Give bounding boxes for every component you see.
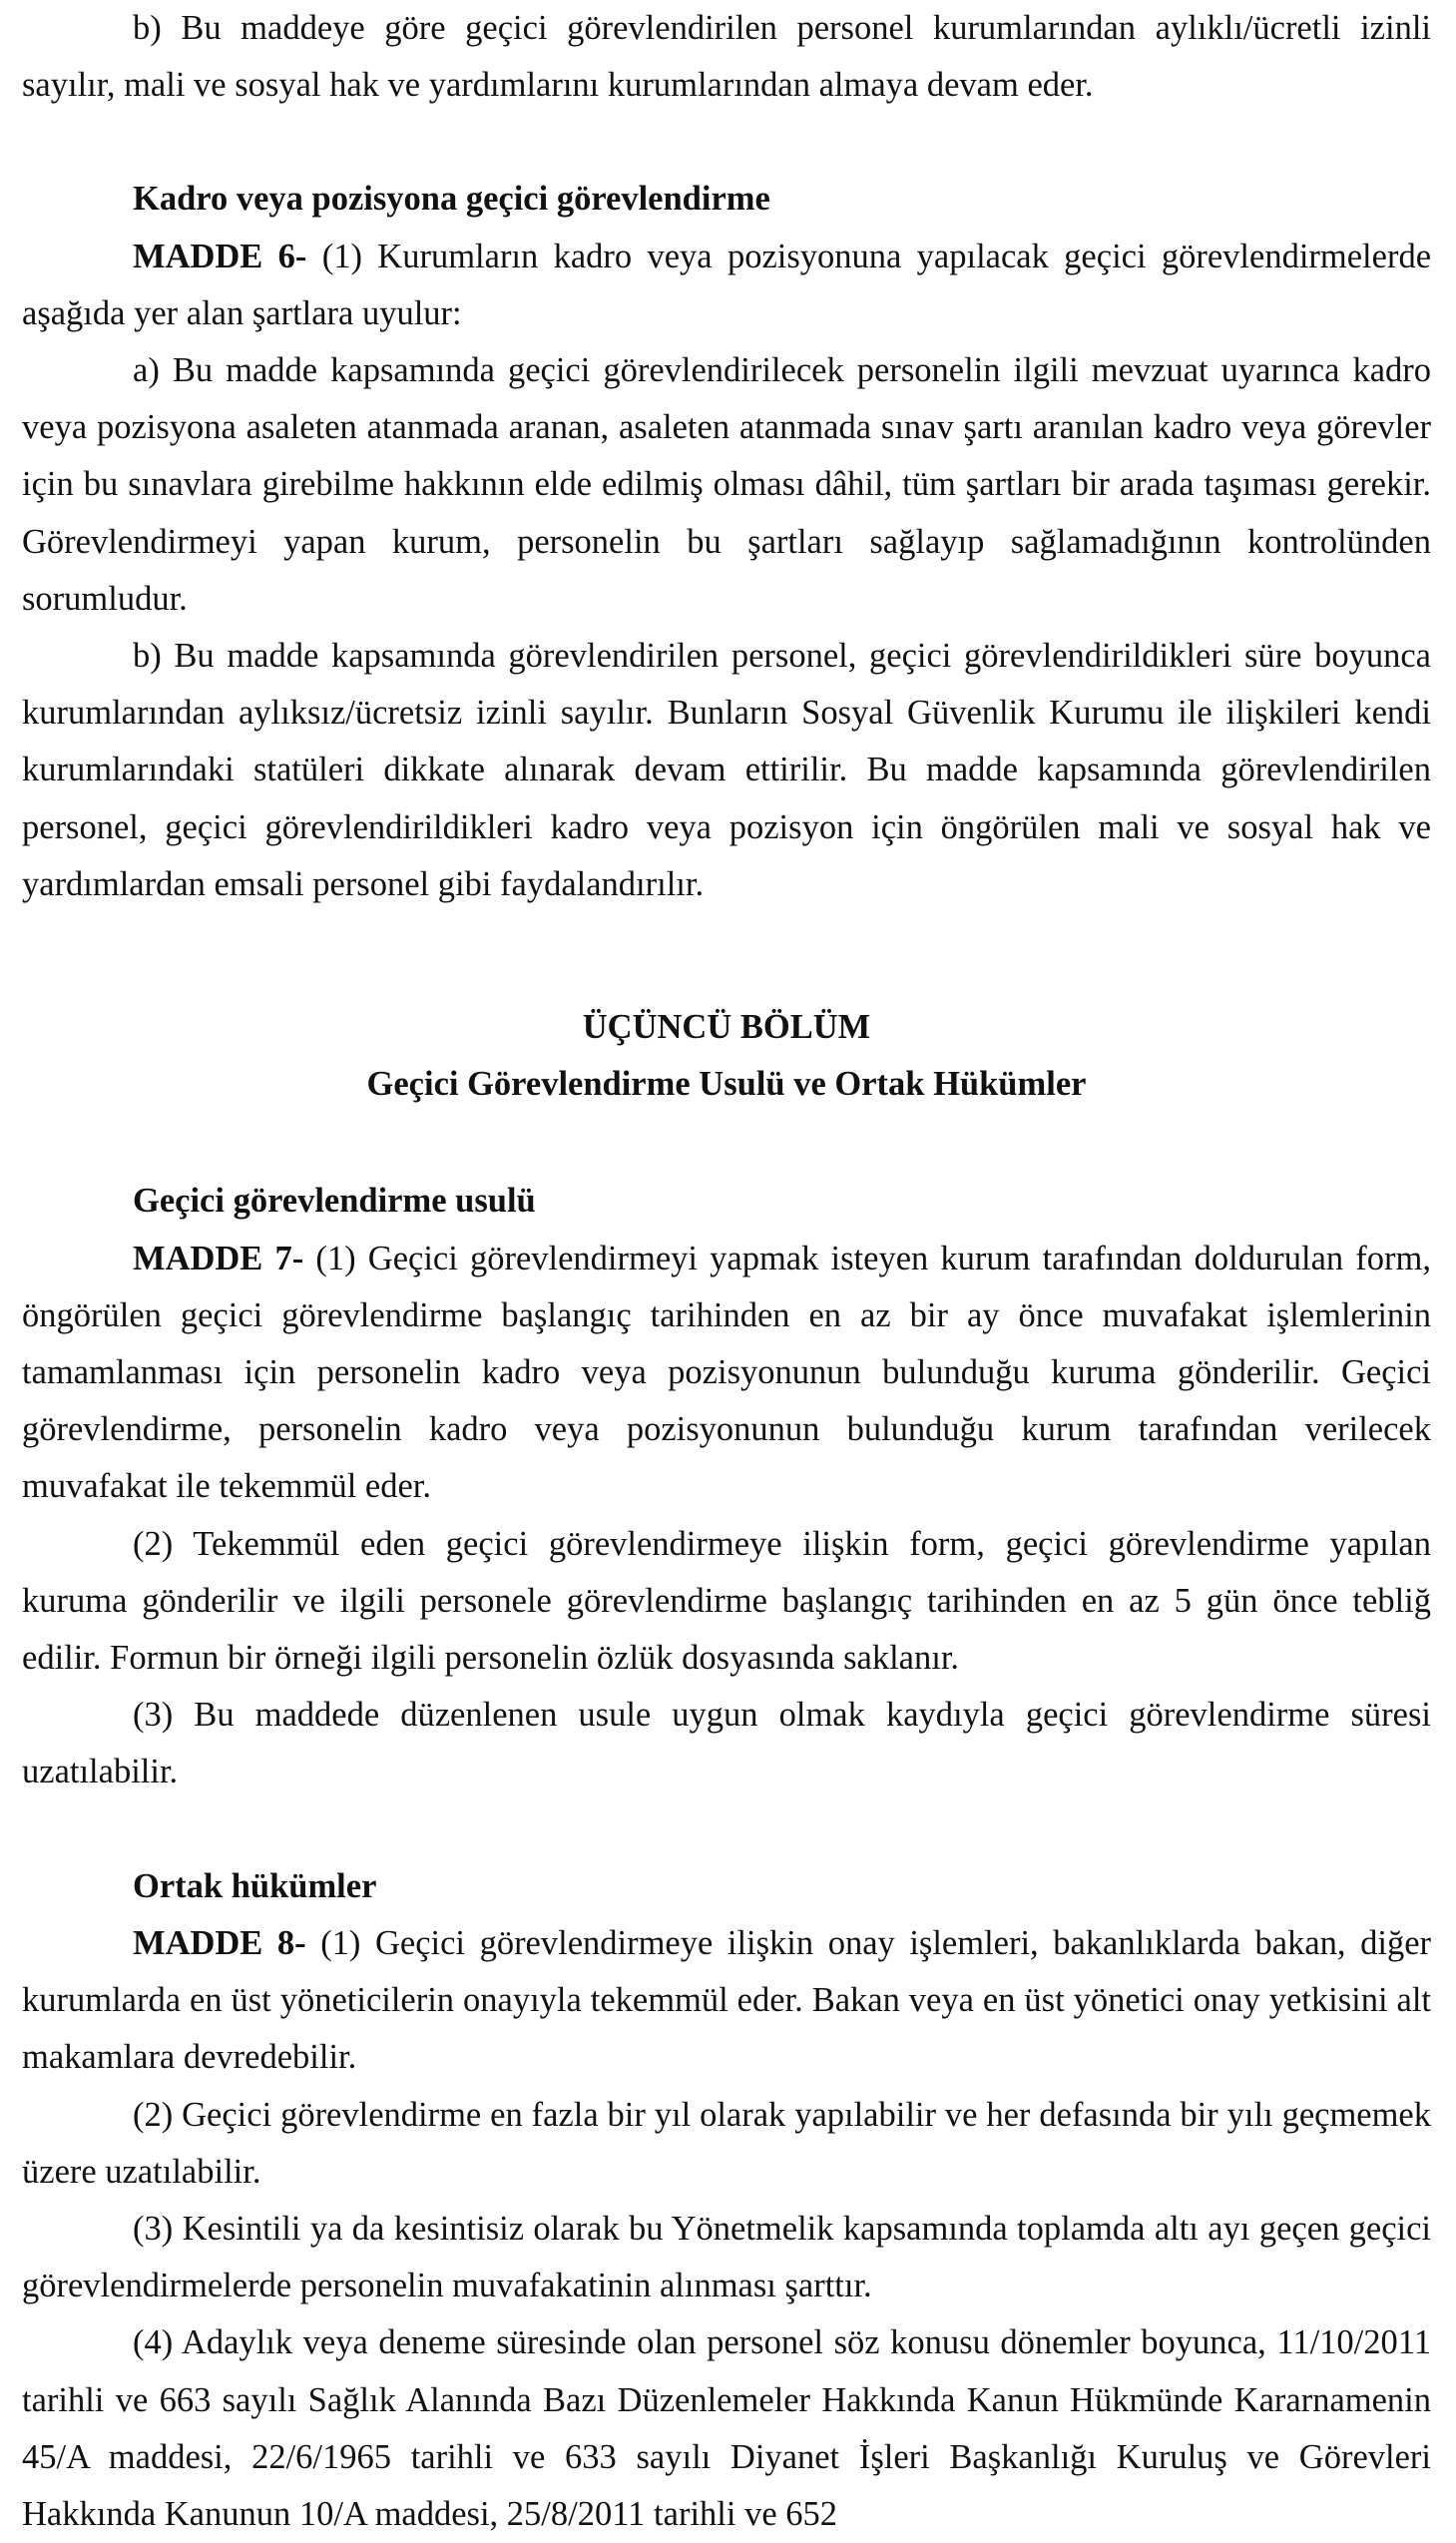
article-8-text: (1) Geçici görevlendirmeye ilişkin onay işlemleri, bakanlıklarda bakan, diğer kurumlarda en üst yöneticilerin onayıyla tekemmül eder. Bakan veya en üst yönetici onay yetkisini alt makamlara devredebilir.: [22, 1923, 1431, 2077]
spacer: [22, 1801, 1431, 1858]
article-6-clause-a: a) Bu madde kapsamında geçici görevlendirilecek personelin ilgili mevzuat uyarınca kadro veya pozisyona asaleten atanmada aranan, asaleten atanmada sınav şartı aranılan kadro veya görevler için bu sınavlara girebilme hakkının elde edilmiş olması dâhil, tüm şartları bir arada taşıması gerekir. Görevlendirmeyi yapan kurum, personelin bu şartları sağlayıp sağlamadığının kontrolünden sorumludur.: [22, 351, 1431, 618]
heading-article-8: Ortak hükümler: [133, 1866, 377, 1905]
article-6-intro: [22, 229, 1431, 342]
article-8-para-2: (2) Geçici görevlendirme en fazla bir yıl olarak yapılabilir ve her defasında bir yılı geçmemek üzere uzatılabilir.: [22, 2095, 1431, 2191]
article-6-label: MADDE 6-: [133, 237, 307, 275]
article-7-text: (1) Geçici görevlendirmeyi yapmak isteyen kurum tarafından doldurulan form, öngörülen geçici görevlendirme başlangıç tarihinden en az bir ay önce muvafakat işlemlerinin tamamlanması için personelin kadro veya pozisyonunun bulunduğu kuruma gönderilir. Geçici görevlendirme, personelin kadro veya pozisyonunun bulunduğu kurum tarafından verilecek muvafakat ile tekemmül eder.: [22, 1239, 1431, 1506]
heading-article-7: Geçici görevlendirme usulü: [133, 1182, 536, 1221]
document-page: [22, 0, 1431, 2543]
spacer: [22, 114, 1431, 171]
section-subtitle: Geçici Görevlendirme Usulü ve Ortak Hükümler: [366, 1065, 1087, 1104]
article-8-para-1: [22, 1915, 1431, 2087]
spacer: [22, 1113, 1431, 1173]
article-8-para-3: (3) Kesintili ya da kesintisiz olarak bu Yönetmelik kapsamında toplamda altı ayı geçen geçici görevlendirmelerde personelin muvafakatinin alınması şarttır.: [22, 2209, 1431, 2305]
section-title: ÜÇÜNCÜ BÖLÜM: [582, 1008, 871, 1047]
article-7-para-3: (3) Bu maddede düzenlenen usule uygun olmak kaydıyla geçici görevlendirme süresi uzatılabilir.: [22, 1696, 1431, 1791]
article-7-para-1: [22, 1231, 1431, 1516]
article-7-para-2: (2) Tekemmül eden geçici görevlendirmeye ilişkin form, geçici görevlendirme yapılan kuruma gönderilir ve ilgili personele görevlendirme başlangıç tarihinden en az 5 gün önce tebliğ edilir. Formun bir örneği ilgili personelin özlük dosyasında saklanır.: [22, 1524, 1431, 1678]
spacer: [22, 913, 1431, 999]
article-6-text: (1) Kurumların kadro veya pozisyonuna yapılacak geçici görevlendirmelerde aşağıda yer alan şartlara uyulur:: [22, 237, 1432, 332]
heading-article-6: Kadro veya pozisyona geçici görevlendirme: [133, 180, 770, 219]
article-7-label: MADDE 7-: [133, 1239, 304, 1277]
article-6-clause-b: b) Bu madde kapsamında görevlendirilen personel, geçici görevlendirildikleri süre boyunca kurumlarından aylıksız/ücretsiz izinli sayılır. Bunların Sosyal Güvenlik Kurumu ile ilişkileri kendi kurumlarındaki statüleri dikkate alınarak devam ettirilir. Bu madde kapsamında görevlendirilen personel, geçici görevlendirildikleri kadro veya pozisyon için öngörülen mali ve sosyal hak ve yardımlardan emsali personel gibi faydalandırılır.: [22, 637, 1431, 903]
paragraph-6b-continued: b) Bu maddeye göre geçici görevlendirilen personel kurumlarından aylıklı/ücretli izinli sayılır, mali ve sosyal hak ve yardımlarını kurumlarından almaya devam eder.: [22, 9, 1431, 105]
article-8-para-4: (4) Adaylık veya deneme süresinde olan personel söz konusu dönemler boyunca, 11/10/2011 tarihli ve 663 sayılı Sağlık Alanında Bazı Düzenlemeler Hakkında Kanun Hükmünde Kararnamenin 45/A maddesi, 22/6/1965 tarihli ve 633 sayılı Diyanet İşleri Başkanlığı Kuruluş ve Görevleri Hakkında Kanunun 10/A maddesi, 25/8/2011 tarihli ve 652: [22, 2323, 1431, 2533]
article-8-label: MADDE 8-: [133, 1923, 306, 1962]
